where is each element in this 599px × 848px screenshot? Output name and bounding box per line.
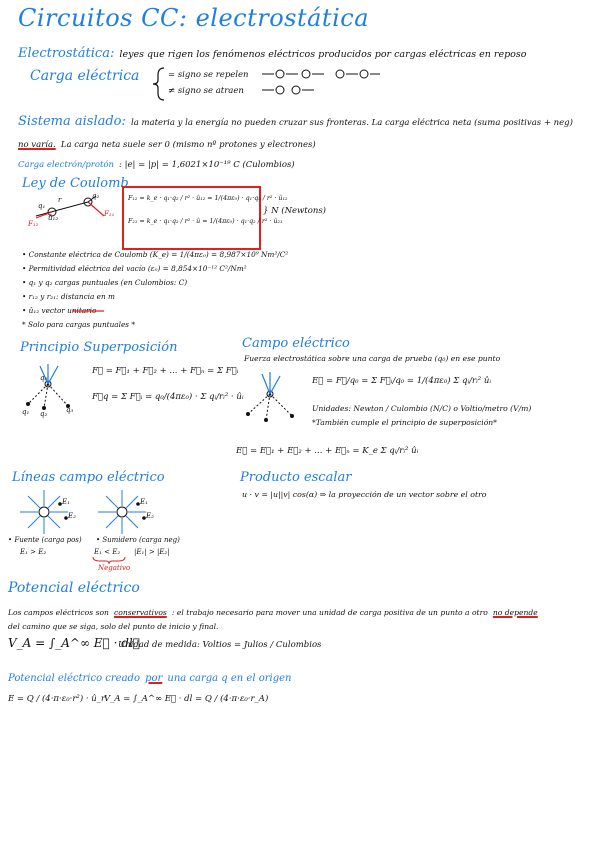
potencial-carga-eq2: V_A = ∫_A^∞ E⃗ · dl = Q / (4·π·ε₀·r_A): [104, 694, 269, 704]
potencial-eq: V_A = ∫_A^∞ E⃗ · dl⃗: [8, 636, 140, 650]
coulomb-units: } N (Newtons): [263, 206, 326, 216]
fuente-e2-label: E₂: [68, 512, 76, 520]
coulomb-formula-box: [122, 186, 288, 250]
carga-heading: Carga eléctrica: [30, 68, 140, 84]
potencial-text1b: : el trabajo necesario para mover una unidad de carga positiva de un punto a otro: [171, 608, 488, 617]
potencial-carga-heading-por: por: [145, 673, 163, 684]
coulomb-r: r: [58, 196, 62, 204]
campo-sum: E⃗ = E⃗₁ + E⃗₂ + ... + E⃗ₙ = K_e Σ qᵢ/rᵢ² ûᵢ: [236, 446, 419, 456]
bullet-distancia: • r₁₂ y r₂₁: distancia en m: [22, 292, 115, 301]
potencial-carga-eq1: E = Q / (4·π·ε₀·r²) · û_r: [8, 694, 106, 704]
bullet-permitividad: • Permitividad eléctrica del vacío (ε₀) = 8,854×10⁻¹² C²/Nm²: [22, 264, 247, 273]
sistema-text2: La carga neta suele ser 0 (mismo nº protones y electrones): [60, 140, 316, 150]
fuente-e1-label: E₁: [62, 498, 70, 506]
campo-units: Unidades: Newton / Culombio (N/C) o Voltio/metro (V/m): [312, 404, 532, 413]
unitario-underline: [72, 309, 106, 313]
bullet-constante: • Constante eléctrica de Coulomb (K_e) = 1/(4πε₀) = 8,987×10⁹ Nm²/C²: [22, 250, 289, 259]
negativo-brace-icon: [92, 556, 126, 564]
page-title: Circuitos CC: electrostática: [18, 4, 369, 32]
sistema-section: [18, 110, 593, 151]
carga-line2: ≠ signo se atraen: [168, 86, 244, 96]
superposicion-q1: q₁: [22, 408, 30, 416]
campo-subtitle: Fuerza electrostática sobre una carga de prueba (q₀) en ese punto: [244, 354, 501, 363]
sumidero-compare: E₁ < E₂: [94, 548, 121, 556]
coulomb-q2: q₂: [92, 192, 100, 200]
potencial-text1a: Los campos eléctricos son: [8, 608, 109, 617]
superposicion-eq2: F⃗q = Σ F⃗ᵢ = q₀/(4πε₀) · Σ qᵢ/rᵢ² · ûᵢ: [92, 392, 244, 402]
coulomb-q1: q₁: [38, 202, 46, 210]
campo-eq: E⃗ = F⃗/q₀ = Σ F⃗ᵢ/q₀ = 1/(4πε₀) Σ qᵢ/rᵢ² ûᵢ: [312, 376, 492, 386]
carga-line1: = signo se repelen: [168, 70, 249, 80]
potencial-carga-heading-b: una carga q en el origen: [167, 673, 292, 684]
coulomb-f21-label: F₂₁: [104, 210, 115, 218]
carga-electron-value: : |e| = |p| = 1,6021×10⁻¹⁹ C (Culombios): [119, 160, 295, 170]
negativo-label: Negativo: [98, 564, 131, 572]
superposicion-q3: q₃: [66, 406, 74, 414]
producto-heading: Producto escalar: [240, 470, 352, 485]
potencial-units: Unidad de medida: Voltios = Julios / Culombios: [118, 640, 322, 650]
sistema-text1: la materia y la energía no pueden cruzar sus fronteras. La carga eléctrica neta (suma positivas + neg): [130, 118, 573, 128]
potencial-conservativos: conservativos: [114, 608, 167, 617]
fuente-compare: E₁ > E₂: [20, 548, 47, 556]
bullet-vector: • û₁₂ vector unitario: [22, 306, 97, 315]
sumidero-label: • Sumidero (carga neg): [96, 536, 180, 544]
superposicion-heading: Principio Superposición: [20, 340, 178, 355]
campo-diagram: [244, 370, 300, 430]
superposicion-q0: q₀: [40, 374, 48, 382]
carga-electron-label: Carga electrón/protón: [18, 160, 114, 170]
potencial-heading: Potencial eléctrico: [8, 580, 140, 596]
potencial-no-depende: no depende: [492, 608, 538, 617]
carga-electron: [18, 152, 295, 171]
coulomb-f12-formula: F₁₂ = k_e · q₁·q₂ / r² · û₁₂ = 1/(4πε₀) · q₁·q₂ / r² · û₁₂: [128, 195, 288, 202]
sistema-heading: Sistema aislado:: [18, 114, 126, 129]
sumidero-e2-label: E₂: [146, 512, 154, 520]
potencial-carga-heading-a: Potencial eléctrico creado: [8, 673, 140, 684]
coulomb-f21-formula: F₂₁ = k_e · q₁·q₂ / r² · û = 1/(4πε₀) · q₁·q₂ / r² · û₂₁: [128, 218, 283, 225]
producto-text: u · v = |u||v| cos(α) ⇒ la proyección de un vector sobre el otro: [242, 490, 487, 499]
sistema-text2-underlined: no varía.: [18, 140, 56, 150]
electrostatica-heading: Electrostática:: [18, 46, 115, 61]
potencial-text2: del camino que se siga, solo del punto de inicio y final.: [8, 622, 219, 631]
coulomb-bullets: [22, 250, 352, 334]
sumidero-abs-compare: |E₁| > |E₂|: [134, 548, 170, 556]
lineas-heading: Líneas campo eléctrico: [12, 470, 165, 485]
electrostatica-section: [18, 42, 593, 61]
electrostatica-text: leyes que rigen los fenómenos eléctricos producidos por cargas eléctricas en reposo: [119, 49, 527, 60]
potencial-carga-heading: [8, 666, 291, 685]
potencial-text: [8, 600, 593, 631]
bullet-puntuales: * Solo para cargas puntuales *: [22, 320, 136, 329]
campo-heading: Campo eléctrico: [242, 336, 350, 351]
bullet-cargas: • q₁ y q₂ cargas puntuales (en Culombios: C): [22, 278, 188, 287]
fuente-label: • Fuente (carga pos): [8, 536, 82, 544]
coulomb-u12: û₁₂: [48, 214, 59, 222]
sumidero-e1-label: E₁: [140, 498, 148, 506]
superposicion-eq1: F⃗ = F⃗₁ + F⃗₂ + ... + F⃗ₙ = Σ F⃗ᵢ: [92, 366, 239, 376]
superposicion-q2: q₂: [40, 410, 48, 418]
campo-note: *También cumple el principio de superposición*: [312, 418, 497, 427]
charge-arrows-icon: [262, 68, 382, 102]
coulomb-f12-label: F₁₂: [28, 220, 39, 228]
coulomb-heading: Ley de Coulomb: [22, 176, 129, 191]
